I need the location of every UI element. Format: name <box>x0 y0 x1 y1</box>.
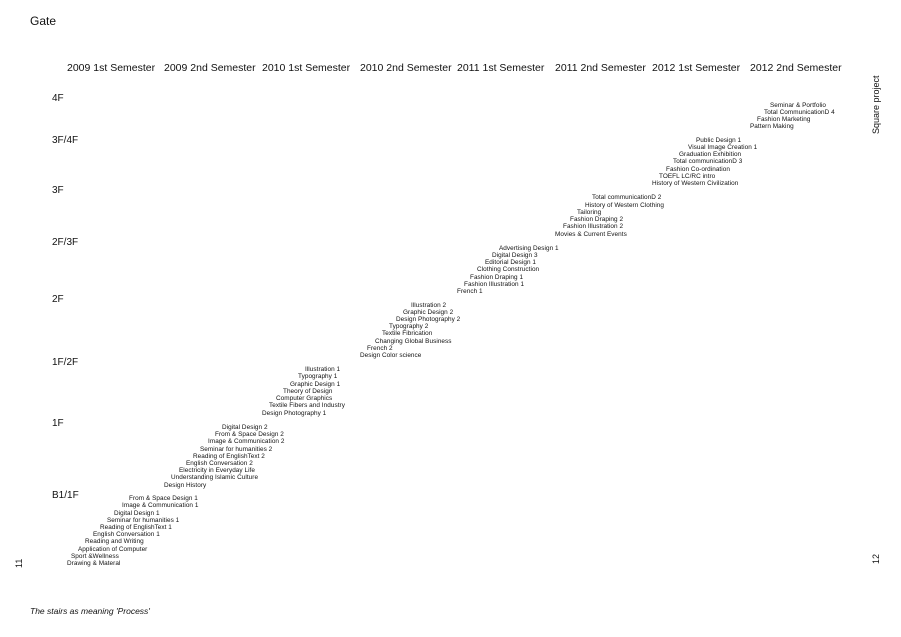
course-item: Graphic Design 2 <box>403 309 454 316</box>
floor-level-label: 4F <box>52 93 64 104</box>
course-item: Sport &Wellness <box>71 553 119 560</box>
course-item: History of Western Civilization <box>652 180 739 187</box>
semester-label: 2012 1st Semester <box>652 62 741 74</box>
course-item: Reading of EnglishText 2 <box>193 453 265 460</box>
course-item: Computer Graphics <box>276 395 333 402</box>
course-item: Seminar for humanities 2 <box>200 446 273 453</box>
semester-label: 2010 1st Semester <box>262 62 351 74</box>
course-item: Design Color science <box>360 352 422 359</box>
semester-label: 2009 1st Semester <box>67 62 156 74</box>
course-item: Understanding Islamic Culture <box>171 474 259 481</box>
figure-caption: The stairs as meaning 'Process' <box>30 606 150 616</box>
course-item: French 2 <box>367 345 393 352</box>
course-item: Typography 1 <box>298 373 338 380</box>
semester-label: 2011 1st Semester <box>457 62 545 74</box>
course-item: English Conversation 1 <box>93 531 160 538</box>
course-item: Design Photography 1 <box>262 410 327 417</box>
course-item: Textile Fibrication <box>382 330 433 337</box>
course-item: Fashion Co-ordination <box>666 166 730 173</box>
course-item: Digital Design 1 <box>114 510 160 517</box>
course-item: Illustration 1 <box>305 366 341 373</box>
semester-label: 2012 2nd Semester <box>750 62 842 74</box>
course-item: From & Space Design 2 <box>215 431 284 438</box>
course-item: Textile Fibers and Industry <box>269 402 345 409</box>
course-item: Total communicationD 2 <box>592 194 662 201</box>
course-item: Advertising Design 1 <box>499 245 559 252</box>
course-item: Graphic Design 1 <box>290 381 341 388</box>
course-item: Illustration 2 <box>411 302 447 309</box>
course-item: French 1 <box>457 288 483 295</box>
floor-level-label: 2F/3F <box>52 237 79 248</box>
page-number-left: 11 <box>14 558 24 568</box>
course-item: Image & Communication 2 <box>208 438 285 445</box>
course-item: Public Design 1 <box>696 137 742 144</box>
course-item: From & Space Design 1 <box>129 495 198 502</box>
course-item: Fashion Draping 2 <box>570 216 624 223</box>
course-item: Pattern Making <box>750 123 794 130</box>
course-item: English Conversation 2 <box>186 460 253 467</box>
course-item: Clothing Construction <box>477 266 540 273</box>
course-item: Changing Global Business <box>375 338 452 345</box>
course-item: Fashion Illustration 1 <box>464 281 525 288</box>
course-item: Editorial Design 1 <box>485 259 536 266</box>
course-item: Tailoring <box>577 209 602 216</box>
floor-level-label: 2F <box>52 294 64 305</box>
course-item: Typography 2 <box>389 323 429 330</box>
course-item: Movies & Current Events <box>555 231 627 238</box>
course-item: Total communicationD 3 <box>673 158 743 165</box>
course-item: History of Western Clothing <box>585 202 665 209</box>
course-item: Digital Design 3 <box>492 252 538 259</box>
course-item: Design Photography 2 <box>396 316 461 323</box>
floor-level-label: 1F/2F <box>52 357 79 368</box>
course-item: Application of Computer <box>78 546 148 553</box>
semester-label: 2009 2nd Semester <box>164 62 256 74</box>
course-item: Digital Design 2 <box>222 424 268 431</box>
semester-label: 2011 2nd Semester <box>555 62 646 74</box>
semester-label: 2010 2nd Semester <box>360 62 452 74</box>
course-item: Seminar & Portfolio <box>770 102 827 109</box>
course-item: TOEFL LC/RC intro <box>659 173 716 180</box>
floor-level-label: 3F/4F <box>52 135 79 146</box>
course-item: Fashion Marketing <box>757 116 811 123</box>
floor-level-label: B1/1F <box>52 490 79 501</box>
course-item: Design History <box>164 482 207 489</box>
course-item: Image & Communication 1 <box>122 502 199 509</box>
course-item: Theory of Design <box>283 388 333 395</box>
course-item: Graduation Exhibition <box>679 151 742 158</box>
page-title: Gate <box>30 14 57 28</box>
course-item: Visual Image Creation 1 <box>688 144 758 151</box>
side-project-label: Square project <box>871 75 881 134</box>
course-item: Fashion Illustration 2 <box>563 223 624 230</box>
course-item: Total CommunicationD 4 <box>764 109 835 116</box>
floor-level-label: 3F <box>52 185 64 196</box>
course-item: Seminar for humanities 1 <box>107 517 180 524</box>
course-item: Reading of EnglishText 1 <box>100 524 172 531</box>
course-item: Electricity in Everyday Life <box>179 467 255 474</box>
course-item: Reading and Writing <box>85 538 144 545</box>
course-item: Drawing & Materal <box>67 560 121 567</box>
page-number-right: 12 <box>871 553 881 564</box>
course-item: Fashion Draping 1 <box>470 274 524 281</box>
floor-level-label: 1F <box>52 418 64 429</box>
